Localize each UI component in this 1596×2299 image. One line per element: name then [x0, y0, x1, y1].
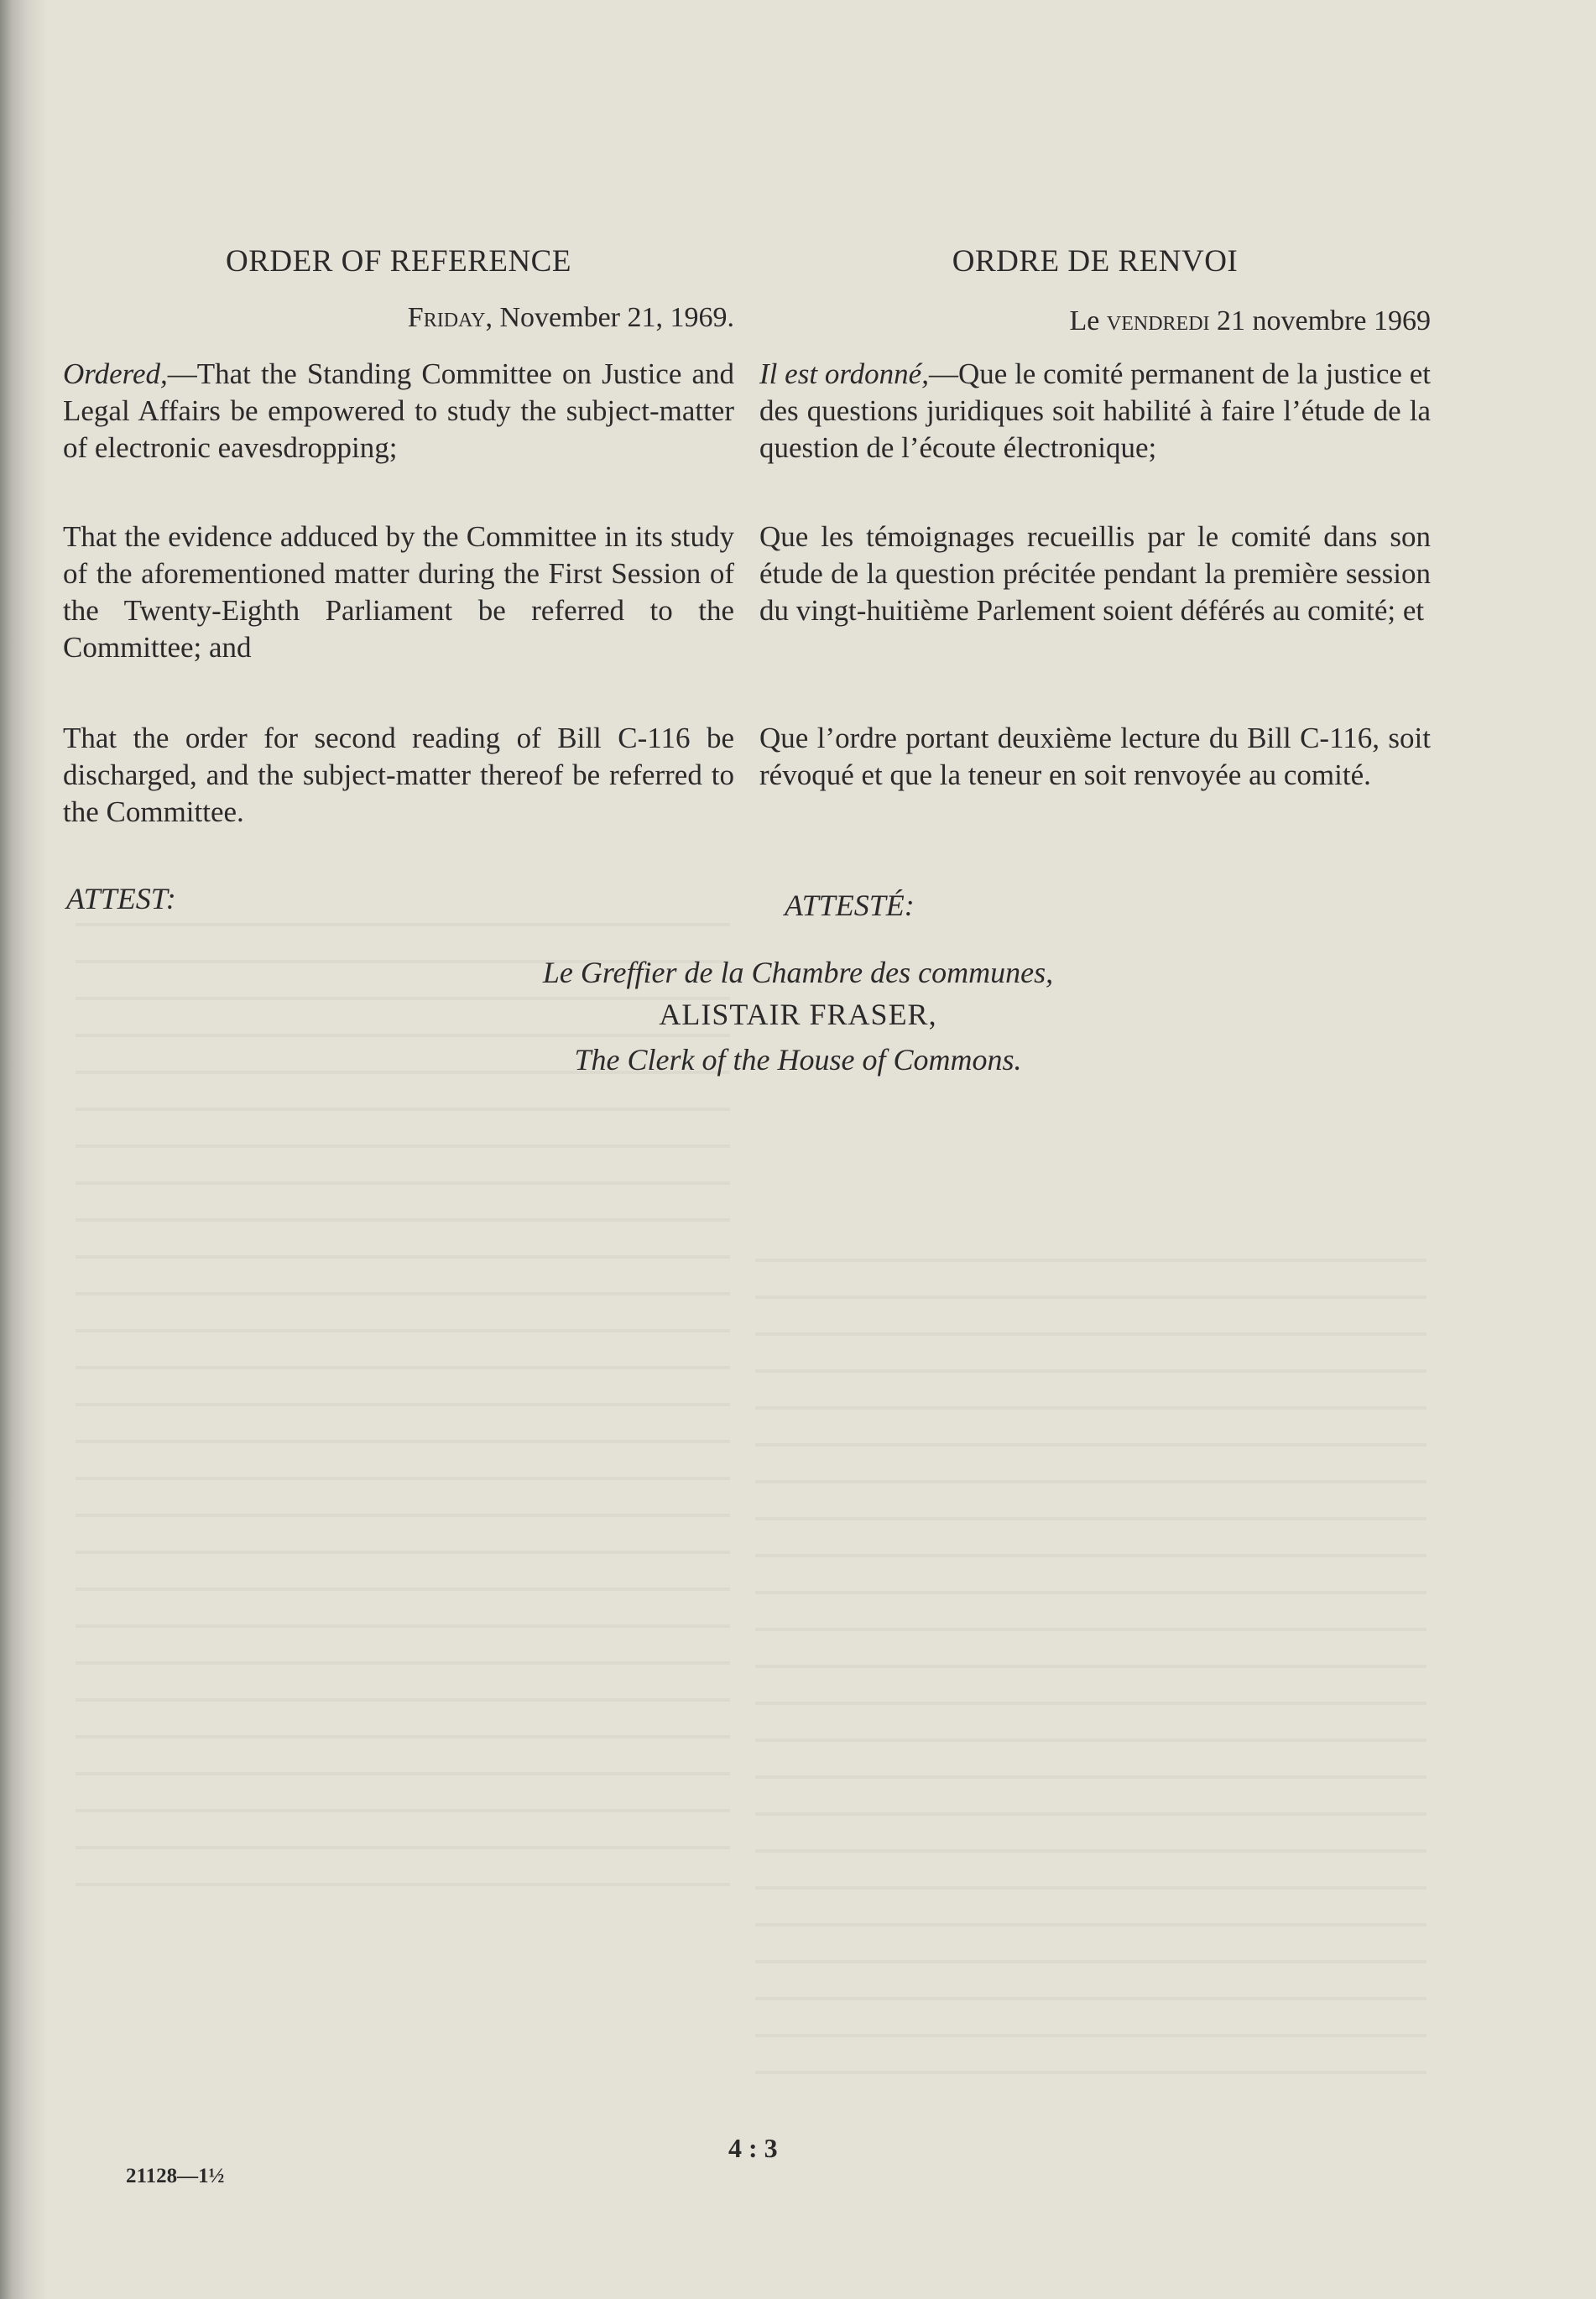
french-attest: ATTESTÉ: [785, 889, 915, 922]
english-paragraph-1-text: —That the Standing Committee on Justice and Legal Affairs be empowered to study the subject-matter of electronic eavesdropping; [63, 357, 734, 464]
french-paragraph-1-lead: Il est ordonné, [759, 357, 929, 390]
english-attest: ATTEST: [66, 882, 176, 915]
french-date-rest: 21 novembre 1969 [1209, 305, 1431, 336]
french-heading: ORDRE DE RENVOI [952, 244, 1239, 279]
book-spine-shadow [0, 0, 49, 2299]
french-paragraph-1-text: —Que le comité permanent de la justice et des questions juridiques soit habilité à faire l’étude de la question de l’écoute électronique; [759, 357, 1431, 464]
english-date [63, 302, 734, 334]
english-date-day: Friday [407, 302, 486, 333]
english-paragraph-3: That the order for second reading of Bill C-116 be discharged, and the subject-matter thereof be referred to the Committee. [63, 722, 734, 828]
english-date-rest: , November 21, 1969. [485, 302, 734, 333]
signature-line-french: Le Greffier de la Chambre des communes, [542, 956, 1054, 989]
french-paragraph-2: Que les témoignages recueillis par le comité dans son étude de la question précitée pendant la première session du vingt-huitième Parlement soient déférés au comité; et [759, 520, 1431, 627]
english-paragraph-1 [63, 356, 734, 467]
signature-line-english: The Clerk of the House of Commons. [574, 1043, 1022, 1077]
french-paragraph-1 [759, 356, 1431, 467]
print-code: 21128—1½ [126, 2165, 225, 2187]
show-through-texture [755, 1259, 1426, 2098]
english-paragraph-1-lead: Ordered, [63, 357, 168, 390]
signature-name: ALISTAIR FRASER, [659, 998, 937, 1031]
french-date-day: vendredi [1106, 305, 1210, 336]
french-date [759, 305, 1431, 337]
french-date-prefix: Le [1069, 305, 1107, 336]
english-paragraph-2: That the evidence adduced by the Committee in its study of the aforementioned matter during the First Session of the Twenty-Eighth Parliament be referred to the Committee; and [63, 520, 734, 664]
french-paragraph-3: Que l’ordre portant deuxième lecture du Bill C-116, soit révoqué et que la teneur en soit renvoyée au comité. [759, 722, 1431, 791]
english-heading: ORDER OF REFERENCE [226, 244, 571, 279]
page-number: 4 : 3 [728, 2133, 778, 2163]
